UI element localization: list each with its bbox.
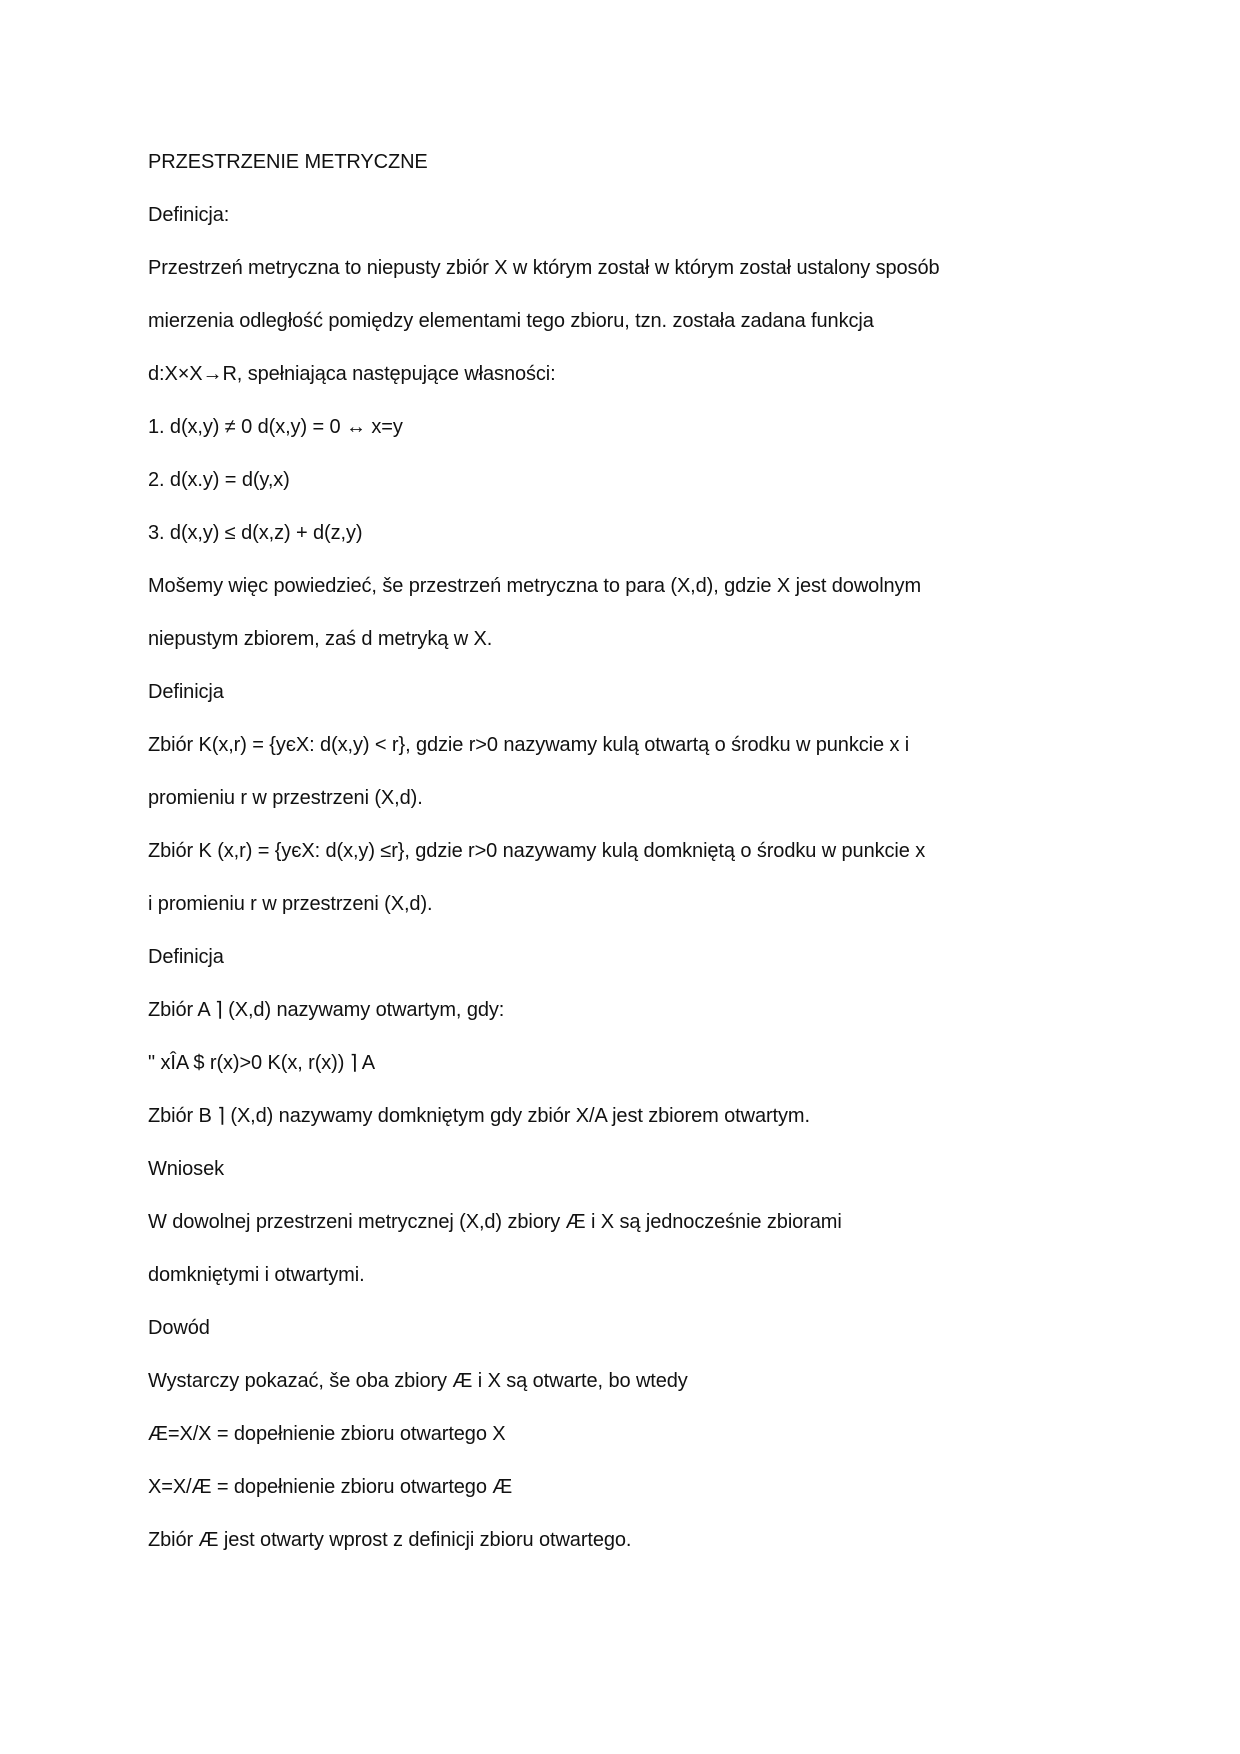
- section-heading: Wniosek: [148, 1158, 224, 1180]
- paragraph-line: Zbiór Æ jest otwarty wprost z definicji zbioru otwartego.: [148, 1529, 632, 1551]
- property-item: 3. d(x,y) ≤ d(x,z) + d(z,y): [148, 522, 363, 544]
- paragraph-line: Zbiór A ⌉ (X,d) nazywamy otwartym, gdy:: [148, 999, 505, 1021]
- paragraph-line: Mošemy więc powiedzieć, še przestrzeń metryczna to para (X,d), gdzie X jest dowolnym: [148, 575, 922, 597]
- property-item: 2. d(x.y) = d(y,x): [148, 469, 290, 491]
- formula-line: " xÎA $ r(x)>0 K(x, r(x)) ⌉ A: [148, 1052, 376, 1074]
- paragraph-line: Wystarczy pokazać, še oba zbiory Æ i X są otwarte, bo wtedy: [148, 1370, 688, 1392]
- section-heading: Dowód: [148, 1317, 210, 1339]
- section-heading: Definicja:: [148, 204, 230, 226]
- paragraph-line: Przestrzeń metryczna to niepusty zbiór X w którym został w którym został ustalony sposób: [148, 257, 940, 279]
- paragraph-line: niepustym zbiorem, zaś d metryką w X.: [148, 628, 493, 650]
- paragraph-line: i promieniu r w przestrzeni (X,d).: [148, 893, 433, 915]
- section-heading: Definicja: [148, 946, 224, 968]
- document-body: [148, 141, 1108, 1572]
- property-item: 1. d(x,y) ≠ 0 d(x,y) = 0 ↔ x=y: [148, 416, 403, 438]
- paragraph-line: d:X×X→R, spełniająca następujące własności:: [148, 363, 556, 385]
- document-title: PRZESTRZENIE METRYCZNE: [148, 151, 428, 173]
- paragraph-line: domkniętymi i otwartymi.: [148, 1264, 365, 1286]
- paragraph-line: promieniu r w przestrzeni (X,d).: [148, 787, 423, 809]
- section-heading: Definicja: [148, 681, 224, 703]
- paragraph-line: Zbiór K(x,r) = {yєX: d(x,y) < r}, gdzie r>0 nazywamy kulą otwartą o środku w punkcie x i: [148, 734, 910, 756]
- formula-line: X=X/Æ = dopełnienie zbioru otwartego Æ: [148, 1476, 513, 1498]
- paragraph-line: mierzenia odległość pomiędzy elementami tego zbioru, tzn. została zadana funkcja: [148, 310, 874, 332]
- paragraph-line: Zbiór B ⌉ (X,d) nazywamy domkniętym gdy zbiór X/A jest zbiorem otwartym.: [148, 1105, 810, 1127]
- formula-line: Æ=X/X = dopełnienie zbioru otwartego X: [148, 1423, 506, 1445]
- paragraph-line: W dowolnej przestrzeni metrycznej (X,d) zbiory Æ i X są jednocześnie zbiorami: [148, 1211, 842, 1233]
- paragraph-line: Zbiór K (x,r) = {yєX: d(x,y) ≤r}, gdzie r>0 nazywamy kulą domkniętą o środku w punkcie x: [148, 840, 926, 862]
